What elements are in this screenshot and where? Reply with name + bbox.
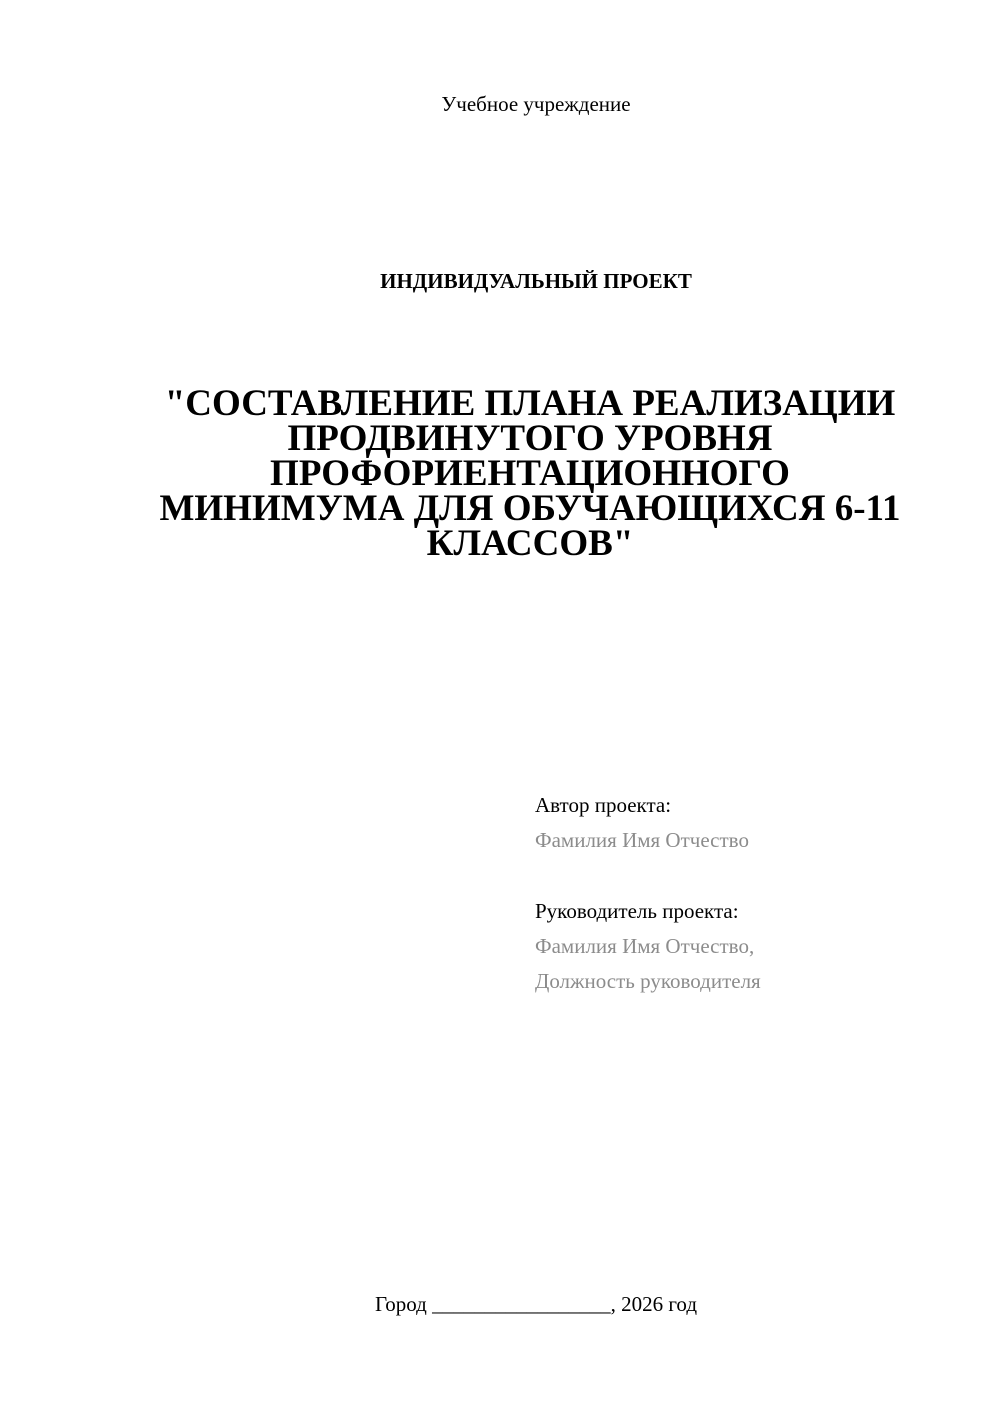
project-title-line: ПРОФОРИЕНТАЦИОННОГО	[270, 453, 790, 494]
institution-name: Учебное учреждение	[441, 92, 631, 116]
project-title-line: МИНИМУМА ДЛЯ ОБУЧАЮЩИХСЯ 6-11	[159, 488, 901, 529]
city-year-footer: Город _________________, 2026 год	[374, 1292, 698, 1316]
author-name: Фамилия Имя Отчество	[535, 828, 749, 852]
project-info-block	[535, 788, 975, 999]
project-title-line: "СОСТАВЛЕНИЕ ПЛАНА РЕАЛИЗАЦИИ	[164, 383, 896, 424]
project-title-line: КЛАССОВ"	[426, 523, 634, 564]
supervisor-name: Фамилия Имя Отчество,	[535, 934, 755, 958]
supervisor-position: Должность руководителя	[535, 969, 761, 993]
document-type: ИНДИВИДУАЛЬНЫЙ ПРОЕКТ	[380, 269, 692, 293]
project-title	[130, 383, 930, 564]
author-label: Автор проекта:	[535, 793, 672, 817]
project-title-line: ПРОДВИНУТОГО УРОВНЯ	[287, 418, 773, 459]
info-spacer	[535, 858, 975, 894]
supervisor-label: Руководитель проекта:	[535, 899, 739, 923]
